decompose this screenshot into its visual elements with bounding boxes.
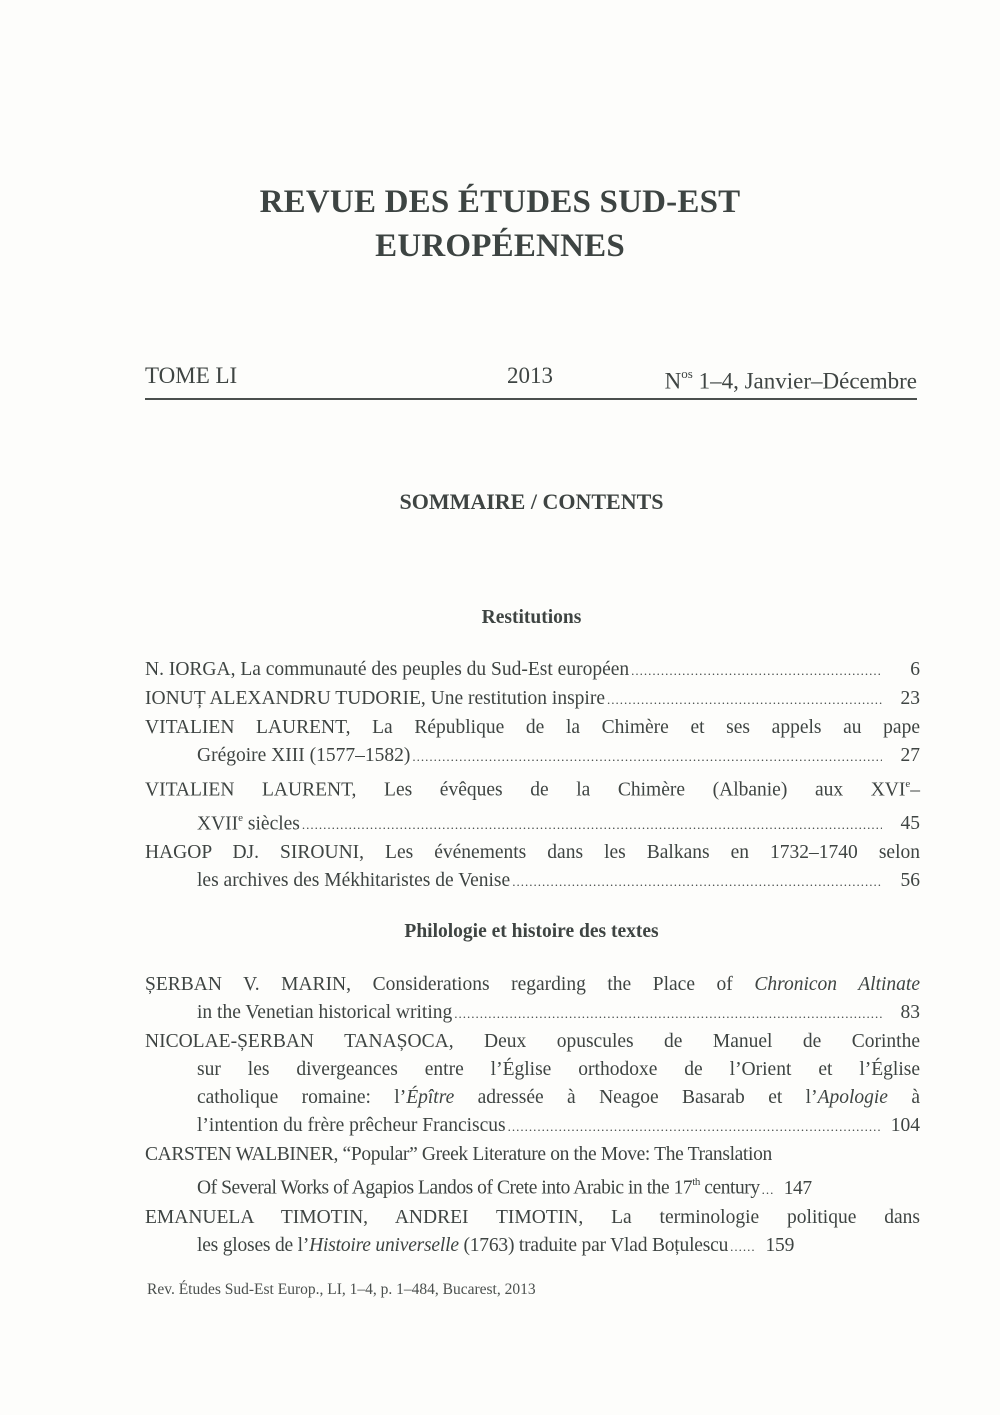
leader-dots bbox=[508, 1113, 882, 1141]
leader-dots bbox=[412, 743, 882, 771]
entry-title-line: NICOLAE-ȘERBAN TANAȘOCA, Deux opuscules de Manuel de Corinthe bbox=[145, 1031, 920, 1052]
entry-title-cont: in the Venetian historical writing bbox=[197, 1002, 453, 1023]
entry-page: 159 bbox=[765, 1234, 795, 1256]
numbers-prefix: N bbox=[664, 368, 682, 394]
toc-entry[interactable] bbox=[145, 971, 920, 1028]
dash: – bbox=[910, 779, 920, 801]
leader-dots bbox=[631, 657, 882, 685]
text: catholique romaine: l’ bbox=[197, 1087, 407, 1108]
entry-title-line: VITALIEN LAURENT, La République de la Chimère et ses appels au pape bbox=[145, 717, 920, 738]
numbers-range: 1–4, Janvier–Décembre bbox=[692, 368, 917, 394]
text: century bbox=[699, 1177, 760, 1199]
entry-title: N. IORGA, La communauté des peuples du Sud-Est européen bbox=[145, 659, 630, 680]
entry-title-cont: les archives des Mékhitaristes de Venise bbox=[197, 870, 511, 891]
section-title-restitutions: Restitutions bbox=[481, 607, 582, 628]
entry-title-italic: Histoire universelle bbox=[309, 1234, 459, 1256]
entry-title-italic: Chronicon Altinate bbox=[754, 974, 920, 995]
entry-title-cont bbox=[197, 805, 300, 839]
entry-title-cont bbox=[197, 1169, 760, 1203]
entry-title-line bbox=[145, 1084, 920, 1112]
leader-dots bbox=[512, 868, 882, 896]
toc-entry[interactable] bbox=[145, 771, 920, 839]
century: XVII bbox=[197, 813, 239, 834]
entry-page: 23 bbox=[900, 688, 920, 709]
numbers-sup: os bbox=[681, 366, 693, 381]
entry-title-line: HAGOP DJ. SIROUNI, Les événements dans les Balkans en 1732–1740 selon bbox=[145, 842, 920, 863]
journal-title-line-1: REVUE DES ÉTUDES SUD-EST bbox=[259, 184, 741, 220]
issue-numbers bbox=[665, 362, 917, 396]
journal-title-line-2: EUROPÉENNES bbox=[375, 228, 625, 264]
toc-entry[interactable] bbox=[145, 685, 920, 714]
entry-title-italic: Apologie bbox=[817, 1087, 888, 1108]
leader-dots bbox=[730, 1233, 756, 1261]
toc-entry[interactable] bbox=[145, 1028, 920, 1141]
entry-page: 45 bbox=[900, 813, 920, 834]
entry-page: 6 bbox=[910, 659, 920, 680]
entry-title-line: sur les divergeances entre l’Église orthodoxe de l’Orient et l’Église bbox=[197, 1059, 920, 1080]
superscript: e bbox=[905, 778, 911, 790]
leader-dots bbox=[762, 1176, 774, 1204]
toc-entry[interactable] bbox=[145, 839, 920, 896]
toc-entry[interactable] bbox=[145, 714, 920, 771]
toc-entry[interactable] bbox=[145, 656, 920, 685]
entry-page: 147 bbox=[783, 1177, 812, 1199]
text: (1763) traduite par Vlad Boțulescu bbox=[458, 1234, 729, 1256]
toc-entry[interactable] bbox=[145, 1204, 920, 1261]
title-end: siècles bbox=[243, 813, 300, 834]
entry-title-cont: l’intention du frère prêcheur Franciscus bbox=[197, 1115, 506, 1136]
header-divider bbox=[145, 398, 917, 400]
leader-dots bbox=[302, 811, 882, 839]
superscript: th bbox=[692, 1176, 700, 1188]
journal-title bbox=[0, 180, 1000, 268]
entry-title-line bbox=[145, 1141, 920, 1169]
text: les gloses de l’ bbox=[197, 1234, 310, 1256]
text: adressée à Neagoe Basarab et l’ bbox=[454, 1087, 818, 1108]
entry-title: VITALIEN LAURENT, Les évêques de la Chimère (Albanie) aux XVI bbox=[145, 779, 906, 801]
toc-section-philologie bbox=[145, 971, 920, 1261]
entry-title: IONUȚ ALEXANDRU TUDORIE, Une restitution inspire bbox=[145, 688, 606, 709]
entry-title: CARSTEN WALBINER, “Popular” Greek Literature on the Move: The Translation bbox=[145, 1144, 772, 1165]
entry-title-line bbox=[145, 771, 920, 805]
entry-title-italic: Épître bbox=[406, 1087, 455, 1108]
text: Of Several Works of Agapios Landos of Crete into Arabic in the 17 bbox=[197, 1177, 693, 1199]
contents-title: SOMMAIRE / CONTENTS bbox=[399, 489, 664, 514]
toc-entry[interactable] bbox=[145, 1141, 920, 1204]
entry-title-cont: Grégoire XIII (1577–1582) bbox=[197, 745, 411, 766]
entry-page: 83 bbox=[900, 1002, 920, 1023]
tome-label: TOME LI bbox=[145, 363, 238, 388]
text: à bbox=[887, 1087, 921, 1108]
entry-page: 104 bbox=[890, 1115, 920, 1136]
superscript: e bbox=[238, 811, 244, 824]
entry-title-cont bbox=[197, 1232, 728, 1260]
issue-year: 2013 bbox=[507, 363, 553, 388]
section-title-philologie: Philologie et histoire des textes bbox=[404, 921, 659, 942]
citation-footer: Rev. Études Sud-Est Europ., LI, 1–4, p. 1–484, Bucarest, 2013 bbox=[147, 1281, 536, 1298]
toc-section-restitutions bbox=[145, 656, 920, 896]
leader-dots bbox=[607, 686, 882, 714]
leader-dots bbox=[454, 1000, 882, 1028]
entry-title: ȘERBAN V. MARIN, Considerations regarding the Place of bbox=[145, 974, 755, 995]
entry-title-line bbox=[145, 971, 920, 999]
entry-page: 56 bbox=[900, 870, 920, 891]
entry-page: 27 bbox=[900, 745, 920, 766]
entry-title-line: EMANUELA TIMOTIN, ANDREI TIMOTIN, La terminologie politique dans bbox=[145, 1206, 920, 1228]
